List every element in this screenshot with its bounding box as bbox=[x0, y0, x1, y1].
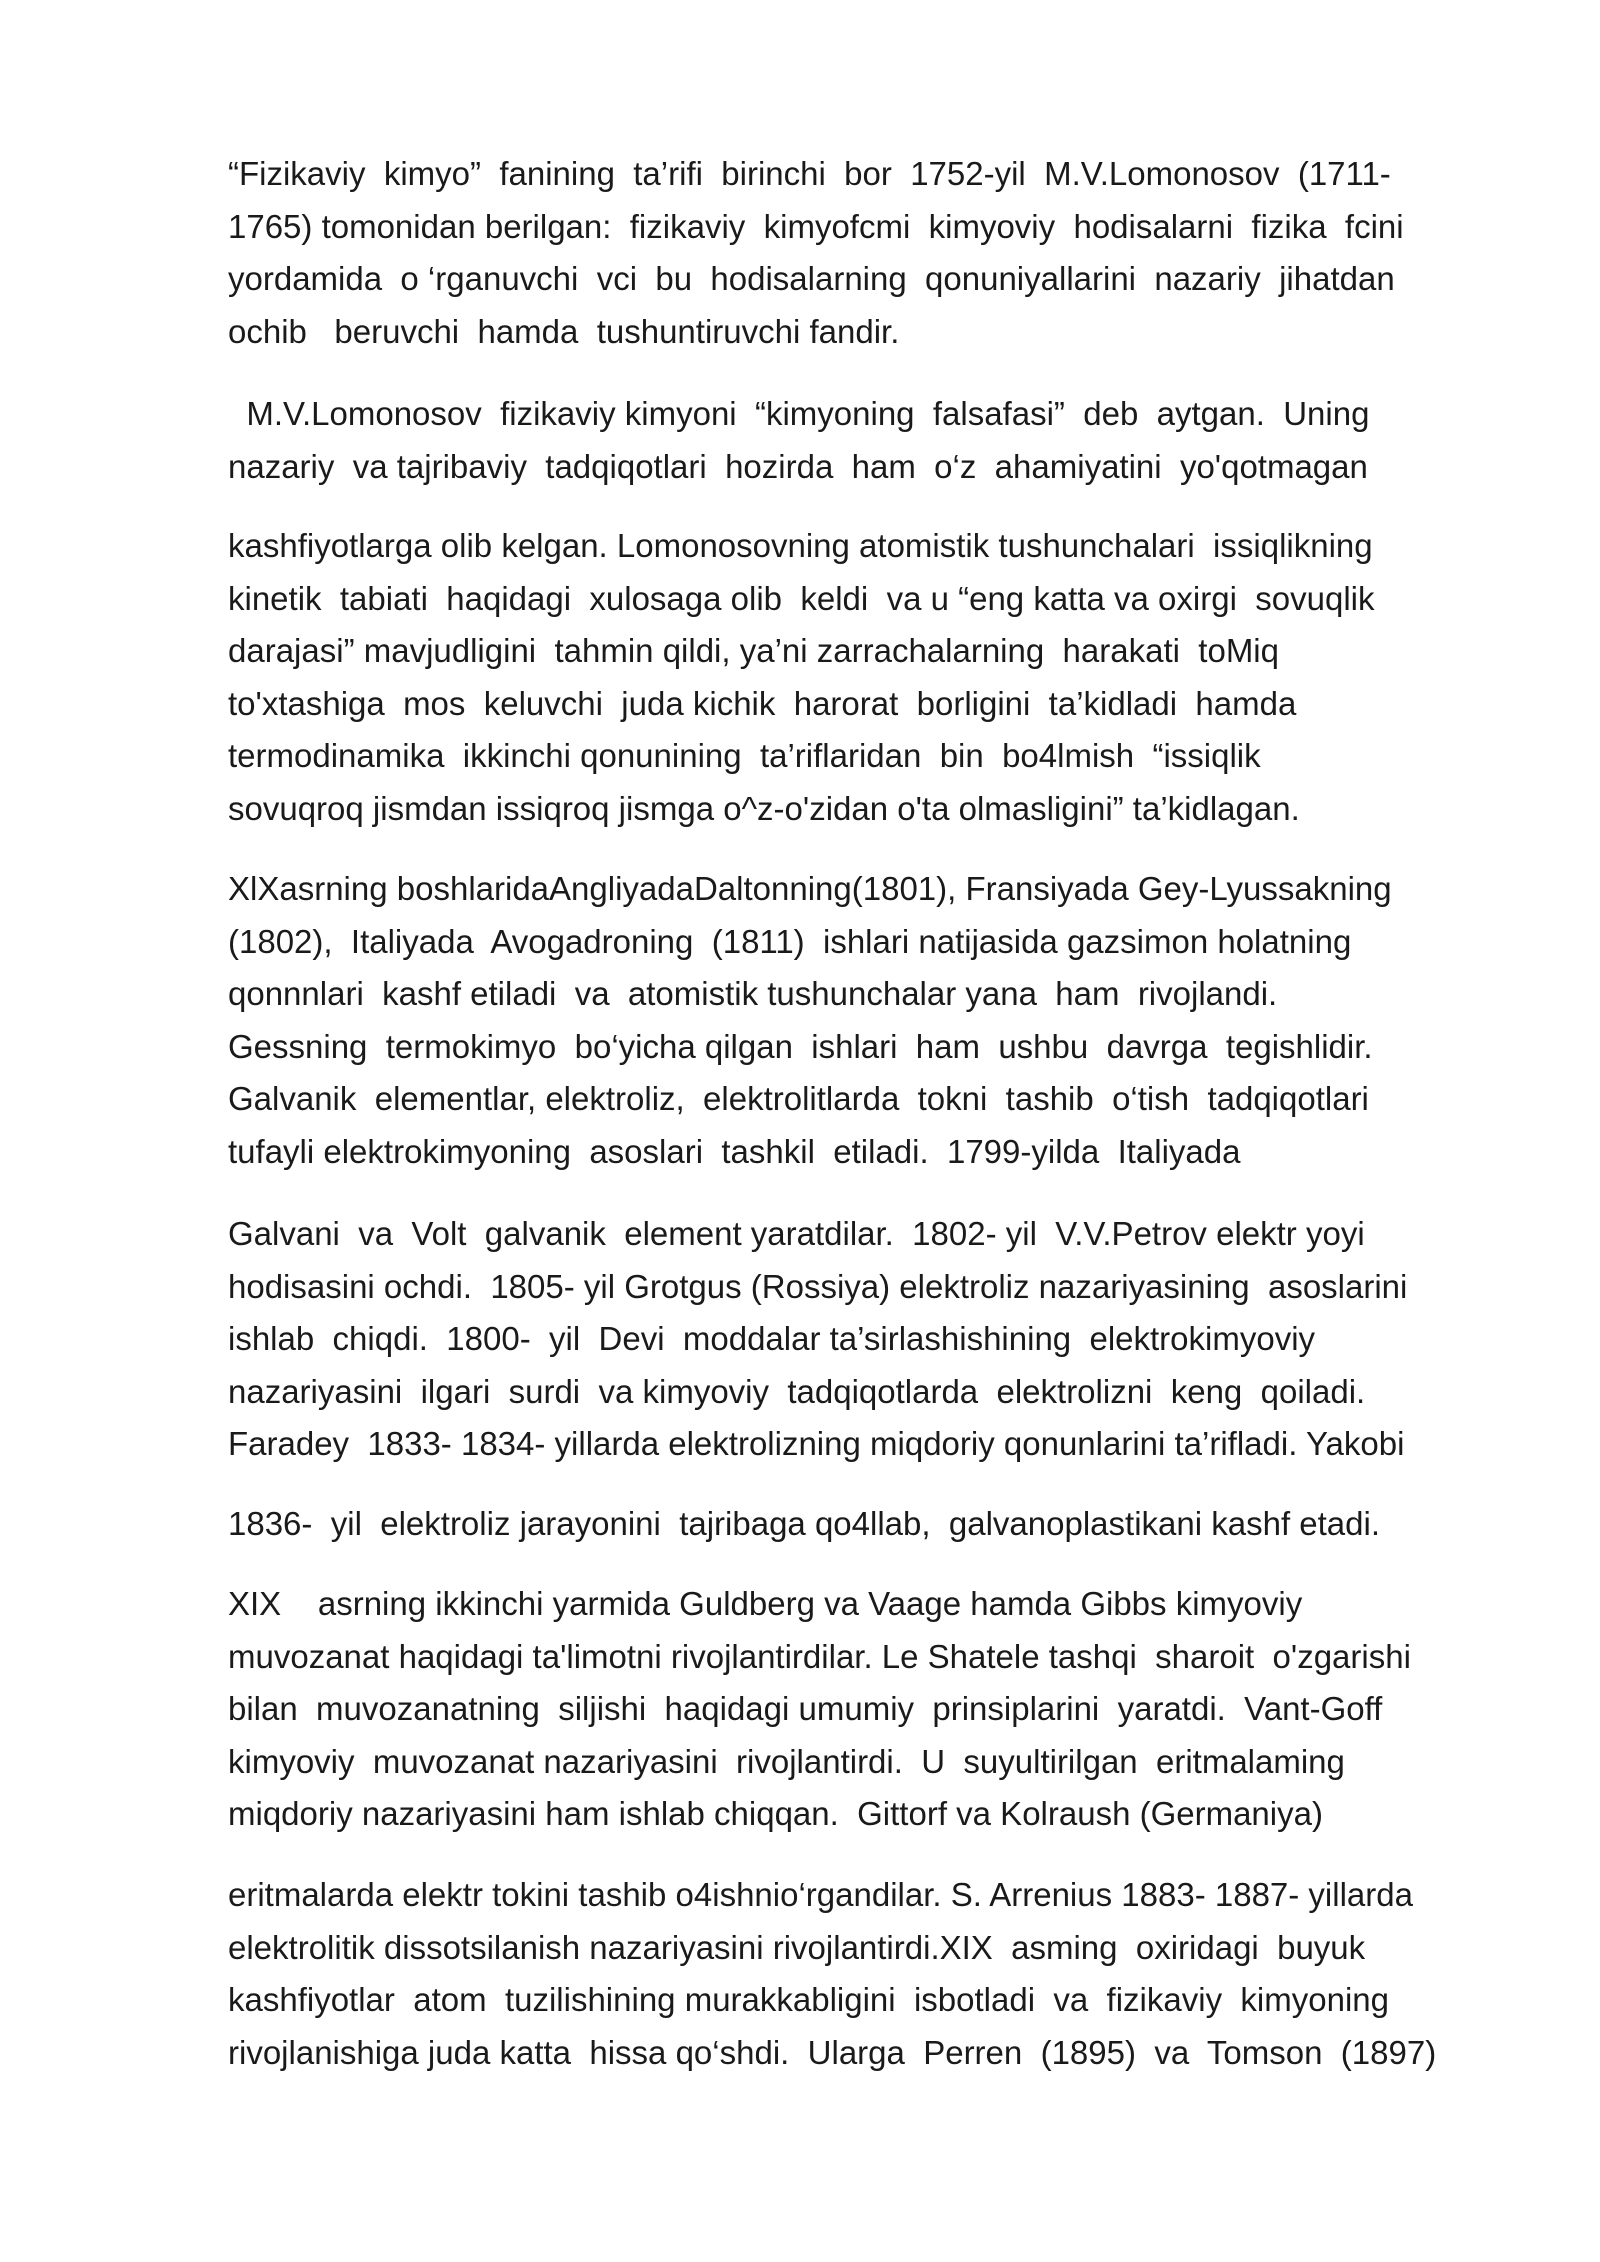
paragraph-8 bbox=[228, 1869, 1528, 2079]
paragraph-line: 1765) tomonidan berilgan: fizikaviy kimyofcmi kimyoviy hodisalarni fizika fcini bbox=[228, 207, 1404, 245]
paragraph-line: kashfiyotlar atom tuzilishining murakkabligini isbotladi va fizikaviy kimyoning bbox=[228, 1981, 1389, 2018]
paragraph-line: muvozanat haqidagi ta'limotni rivojlantirdilar. Le Shatele tashqi sharoit o'zgarishi bbox=[228, 1637, 1411, 1675]
paragraph-line: rivojlanishiga juda katta hissa qo‘shdi. Ularga Perren (1895) va Tomson (1897) bbox=[228, 2033, 1437, 2071]
paragraph-line: “Fizikaviy kimyo” fanining ta’rifi birinchi bor 1752-yil M.V.Lomonosov (1711- bbox=[228, 155, 1391, 192]
paragraph-line: Gessning termokimyo bo‘yicha qilgan ishlari ham ushbu davrga tegishlidir. bbox=[228, 1027, 1373, 1065]
paragraph-2 bbox=[228, 388, 1528, 493]
paragraph-line: to'xtashiga mos keluvchi juda kichik harorat borligini ta’kidladi hamda bbox=[228, 684, 1297, 722]
paragraph-line: M.V.Lomonosov fizikaviy kimyoni “kimyoning falsafasi” deb aytgan. Uning bbox=[228, 395, 1370, 432]
paragraph-line: kinetik tabiati haqidagi xulosaga olib keldi va u “eng katta va oxirgi sovuqlik bbox=[228, 579, 1375, 617]
paragraph-line: hodisasini ochdi. 1805- yil Grotgus (Rossiya) elektroliz nazariyasining asoslarini bbox=[228, 1267, 1408, 1305]
paragraph-line: qonnnlari kashf etiladi va atomistik tushunchalar yana ham rivojlandi. bbox=[228, 975, 1278, 1012]
paragraph-line: darajasi” mavjudligini tahmin qildi, ya’ni zarrachalarning harakati toMiq bbox=[228, 632, 1279, 669]
paragraph-line: miqdoriy nazariyasini ham ishlab chiqqan. Gittorf va Kolraush (Germaniya) bbox=[228, 1795, 1323, 1832]
paragraph-line: eritmalarda elektr tokini tashib o4ishnio‘rgandilar. S. Arrenius 1883- 1887- yillarda bbox=[228, 1876, 1413, 1913]
paragraph-line: yordamida o ‘rganuvchi vci bu hodisalarning qonuniyallarini nazariy jihatdan bbox=[228, 260, 1395, 297]
paragraph-line: kashfiyotlarga olib kelgan. Lomonosovning atomistik tushunchalari issiqlikning bbox=[228, 527, 1373, 564]
paragraph-line: XIX asrning ikkinchi yarmida Guldberg va Vaage hamda Gibbs kimyoviy bbox=[228, 1585, 1303, 1622]
paragraph-line: nazariy va tajribaviy tadqiqotlari hozirda ham o‘z ahamiyatini yo'qotmagan bbox=[228, 447, 1368, 485]
paragraph-line: 1836- yil elektroliz jarayonini tajribaga qo4llab, galvanoplastikani kashf etadi. bbox=[228, 1505, 1381, 1542]
paragraph-1 bbox=[228, 148, 1528, 358]
paragraph-line: XlXasrning boshlaridaAngliyadaDaltonning(1801), Fransiyada Gey-Lyussakning bbox=[228, 870, 1392, 907]
paragraph-line: elektrolitik dissotsilanish nazariyasini rivojlantirdi.XIX asming oxiridagi buyuk bbox=[228, 1928, 1366, 1966]
paragraph-line: Faradey 1833- 1834- yillarda elektrolizning miqdoriy qonunlarini ta’rifladi. Yakobi bbox=[228, 1425, 1405, 1462]
paragraph-5 bbox=[228, 1208, 1528, 1471]
paragraph-line: bilan muvozanatning siljishi haqidagi umumiy prinsiplarini yaratdi. Vant-Goff bbox=[228, 1690, 1383, 1727]
paragraph-line: termodinamika ikkinchi qonunining ta’riflaridan bin bo4lmish “issiqlik bbox=[228, 737, 1261, 774]
paragraph-line: Galvani va Volt galvanik element yaratdilar. 1802- yil V.V.Petrov elektr yoyi bbox=[228, 1215, 1365, 1252]
paragraph-line: sovuqroq jismdan issiqroq jismga o^z-o'zidan o'ta olmasligini” ta’kidlagan. bbox=[228, 789, 1300, 827]
paragraph-6 bbox=[228, 1498, 1528, 1551]
paragraph-line: ishlab chiqdi. 1800- yil Devi moddalar ta’sirlashishining elektrokimyoviy bbox=[228, 1320, 1316, 1357]
paragraph-line: nazariyasini ilgari surdi va kimyoviy tadqiqotlarda elektrolizni keng qoiladi. bbox=[228, 1372, 1366, 1410]
paragraph-7 bbox=[228, 1578, 1528, 1841]
paragraph-line: ochib beruvchi hamda tushuntiruvchi fandir. bbox=[228, 312, 900, 350]
paragraph-line: Galvanik elementlar, elektroliz, elektrolitlarda tokni tashib o‘tish tadqiqotlari bbox=[228, 1080, 1369, 1117]
paragraph-3 bbox=[228, 520, 1528, 835]
paragraph-line: kimyoviy muvozanat nazariyasini rivojlantirdi. U suyultirilgan eritmalaming bbox=[228, 1742, 1345, 1780]
paragraph-4 bbox=[228, 863, 1528, 1178]
paragraph-line: tufayli elektrokimyoning asoslari tashkil etiladi. 1799-yilda Italiyada bbox=[228, 1132, 1241, 1170]
paragraph-line: (1802), Italiyada Avogadroning (1811) ishlari natijasida gazsimon holatning bbox=[228, 922, 1352, 960]
